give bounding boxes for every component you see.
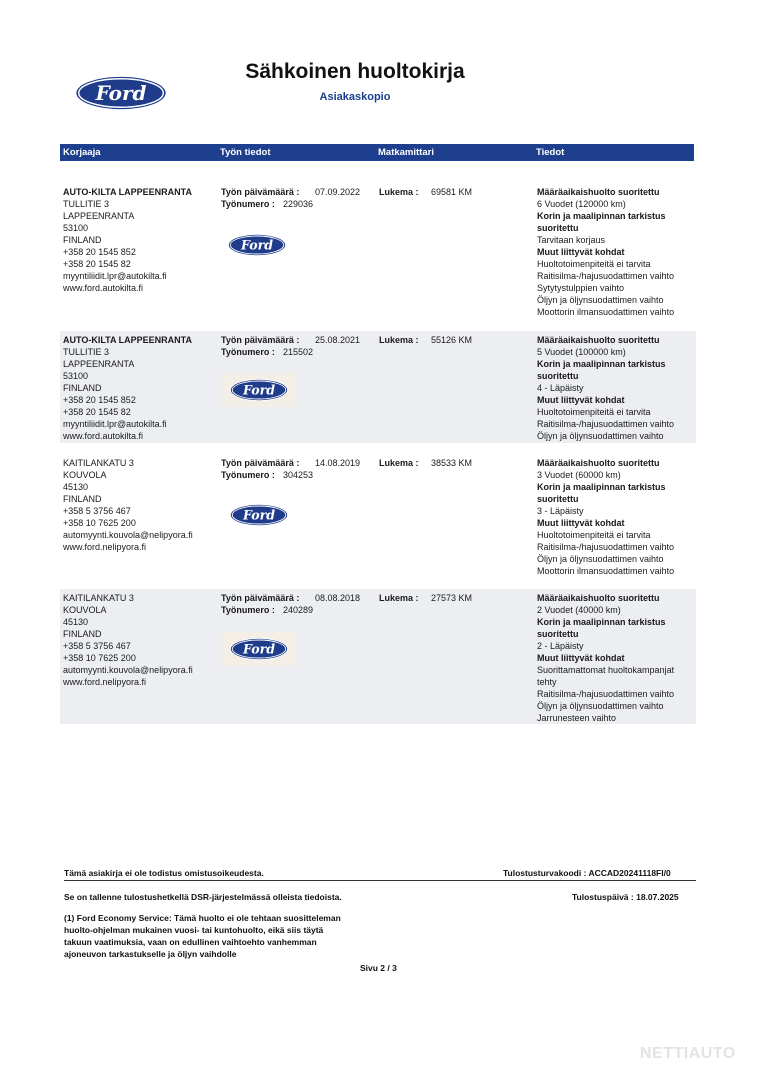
ford-oval-icon bbox=[228, 637, 290, 661]
shop-line: +358 20 1545 82 bbox=[63, 259, 131, 269]
print-date-value: 18.07.2025 bbox=[636, 892, 679, 902]
shop-info bbox=[63, 334, 192, 442]
detail-line: Muut liittyvät kohdat bbox=[537, 653, 625, 663]
shop-line: automyynti.kouvola@nelipyora.fi bbox=[63, 665, 193, 675]
detail-line: 3 Vuodet (60000 km) bbox=[537, 470, 621, 480]
detail-line: suoritettu bbox=[537, 223, 579, 233]
work-info bbox=[221, 592, 360, 616]
detail-line: Öljyn ja öljynsuodattimen vaihto bbox=[537, 701, 664, 711]
odometer-reading: 27573 KM bbox=[431, 593, 473, 603]
header-tiedot: Tiedot bbox=[536, 147, 565, 158]
shop-line: TULLITIE 3 bbox=[63, 347, 110, 357]
economy-line: (1) Ford Economy Service: Tämä huolto ei ole tehtaan suositteleman bbox=[64, 913, 341, 923]
work-info bbox=[221, 457, 360, 481]
work-date: 08.08.2018 bbox=[315, 593, 361, 603]
detail-line: 3 - Läpäisty bbox=[537, 506, 584, 516]
print-date-label: Tulostuspäivä : bbox=[572, 892, 634, 902]
detail-line: Määräaikaishuolto suoritettu bbox=[537, 187, 660, 197]
shop-line: www.ford.nelipyora.fi bbox=[63, 542, 147, 552]
reading-label: Lukema : bbox=[379, 187, 419, 197]
work-info bbox=[221, 186, 360, 210]
detail-line: Öljyn ja öljynsuodattimen vaihto bbox=[537, 295, 664, 305]
code-value: ACCAD20241118FI/0 bbox=[588, 868, 671, 878]
shop-line: KOUVOLA bbox=[63, 470, 107, 480]
service-entry bbox=[60, 331, 696, 443]
shop-line: FINLAND bbox=[63, 494, 102, 504]
shop-line: KAITILANKATU 3 bbox=[63, 458, 134, 468]
odometer bbox=[379, 334, 472, 346]
ford-logo bbox=[222, 373, 296, 407]
shop-info bbox=[63, 457, 193, 553]
detail-line: Raitisilma-/hajusuodattimen vaihto bbox=[537, 542, 675, 552]
footer-note-ownership: Tämä asiakirja ei ole todistus omistusoikeudesta. bbox=[64, 868, 264, 878]
detail-line: Korin ja maalipinnan tarkistus bbox=[537, 211, 666, 221]
service-details bbox=[537, 457, 674, 577]
ford-oval-icon bbox=[226, 233, 288, 257]
code-label: Tulostusturvakoodi : bbox=[503, 868, 587, 878]
detail-line: Sytytystulppien vaihto bbox=[537, 283, 625, 293]
date-label: Työn päivämäärä : bbox=[221, 458, 300, 468]
service-entry bbox=[60, 589, 696, 724]
odometer-reading: 55126 KM bbox=[431, 335, 473, 345]
shop-line: +358 5 3756 467 bbox=[63, 506, 131, 516]
detail-line: Korin ja maalipinnan tarkistus bbox=[537, 359, 666, 369]
number-label: Työnumero : bbox=[221, 605, 275, 615]
number-label: Työnumero : bbox=[221, 199, 275, 209]
header-korjaaja: Korjaaja bbox=[63, 147, 101, 158]
economy-line: huolto-ohjelman mukainen vuosi- tai kuntohuolto, eikä siis täytä bbox=[64, 925, 324, 935]
detail-line: suoritettu bbox=[537, 494, 579, 504]
detail-line: Muut liittyvät kohdat bbox=[537, 247, 625, 257]
detail-line: Määräaikaishuolto suoritettu bbox=[537, 458, 660, 468]
detail-line: Raitisilma-/hajusuodattimen vaihto bbox=[537, 689, 675, 699]
reading-label: Lukema : bbox=[379, 335, 419, 345]
service-entry bbox=[60, 183, 696, 323]
detail-line: Öljyn ja öljynsuodattimen vaihto bbox=[537, 431, 664, 441]
date-label: Työn päivämäärä : bbox=[221, 335, 300, 345]
page-subtitle: Asiakaskopio bbox=[319, 91, 391, 103]
number-label: Työnumero : bbox=[221, 470, 275, 480]
detail-line: tehty bbox=[537, 677, 557, 687]
work-number: 229036 bbox=[283, 199, 314, 209]
detail-line: 6 Vuodet (120000 km) bbox=[537, 199, 626, 209]
detail-line: Jarrunesteen vaihto bbox=[537, 713, 617, 723]
date-label: Työn päivämäärä : bbox=[221, 187, 300, 197]
shop-line: myyntiliidit.lpr@autokilta.fi bbox=[63, 271, 167, 281]
detail-line: Huoltotoimenpiteitä ei tarvita bbox=[537, 407, 651, 417]
detail-line: Muut liittyvät kohdat bbox=[537, 395, 625, 405]
odometer bbox=[379, 186, 472, 198]
shop-line: 45130 bbox=[63, 482, 89, 492]
service-details bbox=[537, 334, 674, 442]
odometer bbox=[379, 457, 472, 469]
work-number: 215502 bbox=[283, 347, 314, 357]
detail-line: Korin ja maalipinnan tarkistus bbox=[537, 617, 666, 627]
detail-line: Määräaikaishuolto suoritettu bbox=[537, 335, 660, 345]
detail-line: Huoltotoimenpiteitä ei tarvita bbox=[537, 530, 651, 540]
economy-line: takuun vaatimuksia, vaan on edullinen vaihtoehto vanhemman bbox=[64, 937, 317, 947]
work-date: 07.09.2022 bbox=[315, 187, 361, 197]
detail-line: Raitisilma-/hajusuodattimen vaihto bbox=[537, 419, 675, 429]
shop-line: +358 5 3756 467 bbox=[63, 641, 131, 651]
shop-line: KOUVOLA bbox=[63, 605, 107, 615]
work-info bbox=[221, 334, 360, 358]
economy-line: ajoneuvon tarkastukselle ja öljyn vaihdolle bbox=[64, 949, 237, 959]
detail-line: Huoltotoimenpiteitä ei tarvita bbox=[537, 259, 651, 269]
ford-logo bbox=[228, 503, 290, 527]
page-title: Sähkoinen huoltokirja bbox=[245, 60, 465, 83]
work-date: 14.08.2019 bbox=[315, 458, 361, 468]
detail-line: Määräaikaishuolto suoritettu bbox=[537, 593, 660, 603]
number-label: Työnumero : bbox=[221, 347, 275, 357]
detail-line: Suorittamattomat huoltokampanjat bbox=[537, 665, 675, 675]
detail-line: Moottorin ilmansuodattimen vaihto bbox=[537, 566, 675, 576]
shop-line: LAPPEENRANTA bbox=[63, 359, 135, 369]
economy-service-note bbox=[64, 912, 341, 960]
header-tyon-tiedot: Työn tiedot bbox=[220, 147, 271, 158]
work-number: 240289 bbox=[283, 605, 314, 615]
shop-line: 53100 bbox=[63, 223, 89, 233]
detail-line: suoritettu bbox=[537, 371, 579, 381]
service-entry bbox=[60, 454, 696, 582]
detail-line: 4 - Läpäisty bbox=[537, 383, 584, 393]
shop-line: FINLAND bbox=[63, 629, 102, 639]
table-header bbox=[60, 144, 694, 161]
detail-line: suoritettu bbox=[537, 629, 579, 639]
shop-info bbox=[63, 186, 192, 294]
page-number: Sivu 2 / 3 bbox=[360, 963, 397, 973]
shop-line: +358 20 1545 852 bbox=[63, 247, 136, 257]
ford-oval-icon bbox=[73, 74, 169, 112]
shop-line: KAITILANKATU 3 bbox=[63, 593, 134, 603]
ford-oval-icon bbox=[228, 378, 290, 402]
shop-line: www.ford.autokilta.fi bbox=[63, 431, 144, 441]
reading-label: Lukema : bbox=[379, 458, 419, 468]
watermark: NETTIAUTO bbox=[640, 1045, 736, 1062]
shop-line: LAPPEENRANTA bbox=[63, 211, 135, 221]
shop-line: +358 20 1545 82 bbox=[63, 407, 131, 417]
footer-note-dsr: Se on tallenne tulostushetkellä DSR-järjestelmässä olleista tiedoista. bbox=[64, 892, 342, 902]
header-matkamittari: Matkamittari bbox=[378, 147, 434, 158]
ford-logo bbox=[226, 233, 288, 257]
odometer-reading: 69581 KM bbox=[431, 187, 473, 197]
shop-line: 53100 bbox=[63, 371, 89, 381]
detail-line: Moottorin ilmansuodattimen vaihto bbox=[537, 307, 675, 317]
shop-line: FINLAND bbox=[63, 235, 102, 245]
detail-line: 2 Vuodet (40000 km) bbox=[537, 605, 621, 615]
detail-line: Raitisilma-/hajusuodattimen vaihto bbox=[537, 271, 675, 281]
detail-line: 2 - Läpäisty bbox=[537, 641, 584, 651]
shop-name: AUTO-KILTA LAPPEENRANTA bbox=[63, 187, 192, 197]
work-number: 304253 bbox=[283, 470, 314, 480]
service-details bbox=[537, 186, 674, 318]
service-details bbox=[537, 592, 674, 724]
reading-label: Lukema : bbox=[379, 593, 419, 603]
shop-line: www.ford.nelipyora.fi bbox=[63, 677, 147, 687]
ford-logo bbox=[222, 632, 296, 666]
shop-line: www.ford.autokilta.fi bbox=[63, 283, 144, 293]
shop-info bbox=[63, 592, 193, 688]
shop-line: 45130 bbox=[63, 617, 89, 627]
detail-line: 5 Vuodet (100000 km) bbox=[537, 347, 626, 357]
shop-line: TULLITIE 3 bbox=[63, 199, 110, 209]
work-date: 25.08.2021 bbox=[315, 335, 361, 345]
footer-divider bbox=[64, 880, 696, 881]
shop-name: AUTO-KILTA LAPPEENRANTA bbox=[63, 335, 192, 345]
shop-line: +358 10 7625 200 bbox=[63, 518, 136, 528]
print-date bbox=[572, 892, 679, 902]
detail-line: Korin ja maalipinnan tarkistus bbox=[537, 482, 666, 492]
detail-line: Öljyn ja öljynsuodattimen vaihto bbox=[537, 554, 664, 564]
shop-line: myyntiliidit.lpr@autokilta.fi bbox=[63, 419, 167, 429]
print-security-code bbox=[503, 868, 671, 878]
odometer-reading: 38533 KM bbox=[431, 458, 473, 468]
ford-oval-icon bbox=[228, 503, 290, 527]
detail-line: Tarvitaan korjaus bbox=[537, 235, 606, 245]
date-label: Työn päivämäärä : bbox=[221, 593, 300, 603]
shop-line: FINLAND bbox=[63, 383, 102, 393]
shop-line: automyynti.kouvola@nelipyora.fi bbox=[63, 530, 193, 540]
odometer bbox=[379, 592, 472, 604]
shop-line: +358 20 1545 852 bbox=[63, 395, 136, 405]
ford-logo bbox=[73, 74, 169, 112]
shop-line: +358 10 7625 200 bbox=[63, 653, 136, 663]
detail-line: Muut liittyvät kohdat bbox=[537, 518, 625, 528]
